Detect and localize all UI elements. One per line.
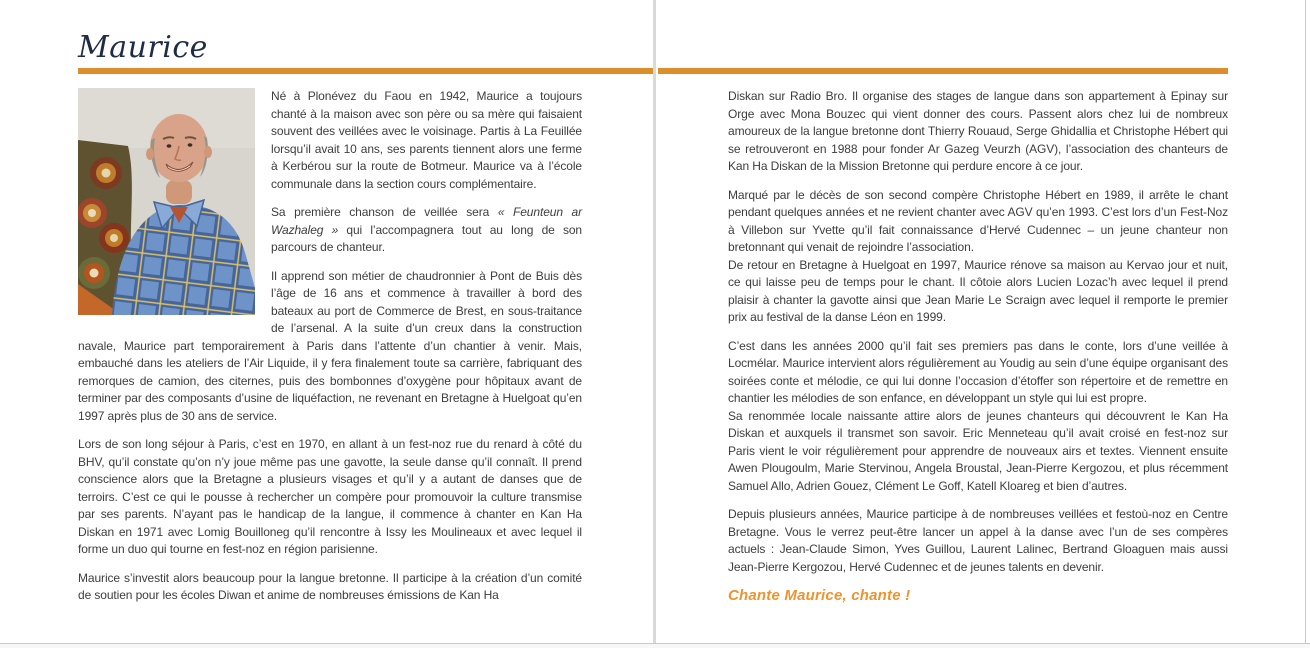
first-song-pre: Sa première chanson de veillée sera bbox=[271, 205, 498, 219]
title-rule-right bbox=[658, 68, 1228, 74]
left-page bbox=[78, 88, 582, 616]
closing-line: Chante Maurice, chante ! bbox=[728, 587, 911, 604]
text-block bbox=[728, 338, 1228, 496]
right-page bbox=[728, 88, 1228, 604]
paragraph-renommee: Sa renommée locale naissante attire alors de jeunes chanteurs qui découvrent le Kan Ha Diskan et auxquels il transmet son savoir. Eric Menneteau qu’il avait croisé en fest-noz sur Paris vient le voir régulièrement pour apprendre de nouveaux airs et textes. Viennent ensuite Awen Plougoulm, Marie Stervinou, Angela Broustal, Jean-Pierre Kergozou, et plus récemment Samuel Allo, Adrien Gouez, Clément Le Goff, Katell Kloareg et bien d’autres. bbox=[728, 408, 1228, 493]
page-bottom-strip bbox=[0, 644, 1310, 648]
paragraph-langue-bretonne: Maurice s’investit alors beaucoup pour la langue bretonne. Il participe à la création d’un comité de soutien pour les écoles Diwan et anime de nombreuses émissions de Kan Ha bbox=[78, 570, 582, 602]
paragraph-deces-hebert: Marqué par le décès de son second compère Christophe Hébert en 1989, il arrête le chant pendant quelques années et ne revient chanter avec AGV qu’en 1993. C’est lors d’un Fest-Noz à Villebon sur Yvette qu’il fait connaissance d’Hervé Cudennec – un jeune chanteur non bretonnant qui venait de rejoindre l’association. bbox=[728, 187, 1228, 254]
paragraph-career: Il apprend son métier de chaudronnier à Pont de Buis dès l’âge de 16 ans et commence à travailler à bord des bateaux au port de Commerce de Brest, en sous-traitance de l’arsenal. A la suite d’un creux dans la construction navale, Maurice part temporairement à Paris dans l’attente d’un chantier à venir. Mais, embauché dans les ateliers de l’Air Liquide, il y fera finalement toute sa carrière, fabriquant des remorques de camion, des citernes, puis des bombonnes d’oxygène pour hôpitaux avant de terminer par des composants d’usine de liquéfaction, ne revenant en Bretagne à Huelgoat qu’en 1997 après plus de 30 ans de service. bbox=[78, 268, 582, 423]
paragraph-retour-bretagne: De retour en Bretagne à Huelgoat en 1997, Maurice rénove sa maison au Kervao jour et nuit, ce qui laisse peu de temps pour le chant. Il côtoie alors Lucien Lozac’h avec lequel il prend plaisir à chanter la gavotte ainsi que Jean Marie Le Scraign avec lequel il remporte le premier prix au festival de la danse Léon en 1999. bbox=[728, 257, 1228, 324]
paragraph-radio-bro: Diskan sur Radio Bro. Il organise des stages de langue dans son appartement à Epinay sur Orge avec Mona Bouzec qui vient donner des cours. Passent alors chez lui de nombreux amoureux de la langue bretonne dont Thierry Rouaud, Serge Ghidallia et Christophe Hébert qui se retrouveront en 1988 pour fonder Ar Gazeg Veurzh (AGV), l’association des chanteurs de Kan Ha Diskan de la Mission Bretonne qui perdure encore à ce jour. bbox=[728, 89, 1228, 173]
paragraph-paris: Lors de son long séjour à Paris, c’est en 1970, en allant à un fest-noz rue du renard à côté du BHV, qu’il constate qu’on n’y joue même pas une gavotte, la seule danse qu’il connaît. Il prend conscience alors que la Bretagne a plusieurs visages et qu’il y a autant de danses que de terroirs. C’est ce qui le pousse à rechercher un compère pour promouvoir la culture transmise par ses parents. N’ayant pas le handicap de la langue, il commence à chanter en Kan Ha Diskan en 1971 avec Lomig Bouilloneg qu’il rencontre à Issy les Moulineaux et avec lequel il forme un duo qui tourne en fest-noz en région parisienne. bbox=[78, 437, 582, 556]
page-divider bbox=[653, 0, 656, 643]
page-right-edge bbox=[1305, 0, 1306, 643]
first-song-post: qui l’accompagnera tout au long de son parcours de chanteur. bbox=[271, 222, 583, 254]
text-block bbox=[728, 187, 1228, 327]
maurice-photo bbox=[78, 88, 255, 315]
page-title: Maurice bbox=[78, 30, 208, 65]
song-title-italic: « Feunteun ar Wazhaleg » bbox=[271, 205, 582, 237]
paragraph-birth: Né à Plonévez du Faou en 1942, Maurice a toujours chanté à la maison avec son père ou sa mère qui faisaient souvent des veillées avec le voisinage. Partis à La Feuillée lorsqu’il avait 10 ans, ses parents tiennent alors une ferme à Kerbérou sur la route de Botmeur. Maurice va à l’école communale dans la section cours complémentaire. bbox=[271, 89, 582, 191]
text-block bbox=[728, 506, 1228, 576]
paragraph-conte: C’est dans les années 2000 qu’il fait ses premiers pas dans le conte, lors d’une veillée à Locmélar. Maurice intervient alors régulièrement au Youdig au sein d’une équipe organisant des soirées conte et mélodie, ce qui lui donne l’occasion d’étoffer son répertoire et de remettre en chantier les mélodies de son enfance, en développant un style qui lui est propre. bbox=[728, 338, 1228, 405]
maurice-photo-illustration bbox=[78, 88, 255, 315]
paragraph-veillees: Depuis plusieurs années, Maurice participe à de nombreuses veillées et festoù-noz en Centre Bretagne. Vous le verrez peut-être lancer un appel à la danse avec l’un de ses compères actuels : Jean-Claude Simon, Yves Guillou, Laurent Lalinec, Bertrand Gloaguen mais aussi Jean-Pierre Kergozou, Hervé Cudennec et de jeunes talents en devenir. bbox=[728, 507, 1228, 574]
title-rule-left bbox=[78, 68, 653, 74]
text-block bbox=[728, 88, 1228, 176]
